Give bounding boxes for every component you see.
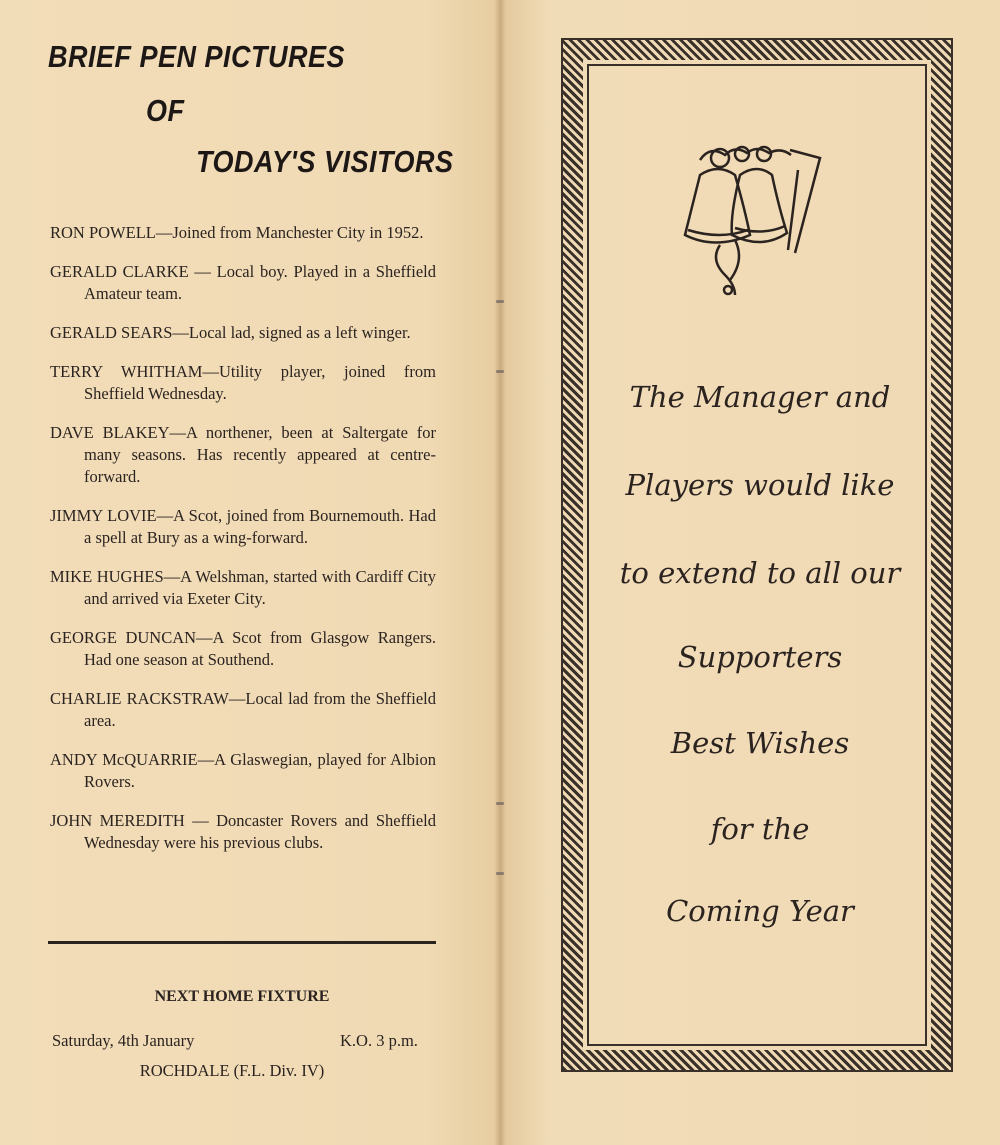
fixture-title: NEXT HOME FIXTURE	[154, 988, 330, 1005]
heading-line-3: TODAY'S VISITORS	[196, 145, 454, 179]
staple	[496, 802, 504, 805]
player-entry: MIKE HUGHES—A Welshman, started with Cardiff City and arrived via Exeter City.	[50, 567, 436, 608]
player-entry: TERRY WHITHAM—Utility player, joined from Sheffield Wednesday.	[50, 362, 436, 403]
staple	[496, 872, 504, 875]
staple	[496, 370, 504, 373]
player-list	[50, 222, 436, 871]
player-entry: JOHN MEREDITH — Doncaster Rovers and Sheffield Wednesday were his previous clubs.	[50, 811, 436, 852]
divider-rule	[48, 941, 436, 944]
player-entry: RON POWELL—Joined from Manchester City in 1952.	[50, 223, 424, 242]
player-entry: ANDY McQUARRIE—A Glaswegian, played for Albion Rovers.	[50, 750, 436, 791]
player-entry: GERALD SEARS—Local lad, signed as a left winger.	[50, 323, 411, 342]
fixture-kickoff: K.O. 3 p.m.	[340, 1031, 418, 1050]
greeting-line-5: Best Wishes	[670, 726, 850, 760]
greeting-line-3: to extend to all our	[619, 556, 901, 590]
greeting-line-4: Supporters	[677, 640, 843, 674]
fixture-date: Saturday, 4th January	[52, 1031, 195, 1050]
heading-line-1: BRIEF PEN PICTURES	[48, 40, 346, 74]
heading-line-2: OF	[146, 94, 185, 128]
player-entry: CHARLIE RACKSTRAW—Local lad from the Sheffield area.	[50, 689, 436, 730]
staple	[496, 300, 504, 303]
greeting-line-2: Players would like	[625, 468, 895, 502]
fixture-opponent: ROCHDALE (F.L. Div. IV)	[139, 1061, 325, 1080]
spine-fold	[494, 0, 506, 1145]
player-entry: DAVE BLAKEY—A northener, been at Saltergate for many seasons. Has recently appeared at centre-forward.	[50, 423, 436, 486]
greeting-line-7: Coming Year	[666, 894, 854, 928]
player-entry: JIMMY LOVIE—A Scot, joined from Bournemouth. Had a spell at Bury as a wing-forward.	[50, 506, 436, 547]
greeting-line-6: for the	[710, 812, 810, 846]
player-entry: GEORGE DUNCAN—A Scot from Glasgow Rangers. Had one season at Southend.	[50, 628, 436, 669]
bells-icon	[680, 140, 830, 300]
greeting-line-1: The Manager and	[629, 380, 891, 414]
player-entry: GERALD CLARKE — Local boy. Played in a Sheffield Amateur team.	[50, 262, 436, 303]
